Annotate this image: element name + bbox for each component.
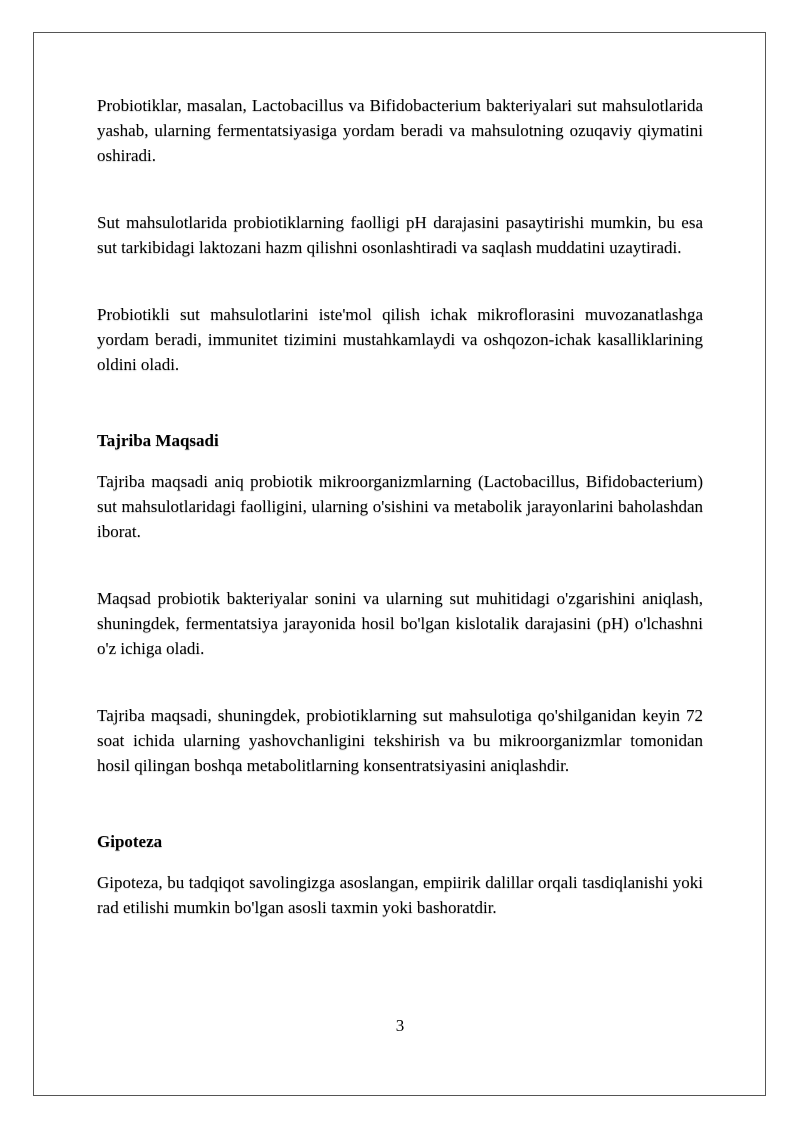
document-body [97,93,703,920]
intro-paragraph-1: Probiotiklar, masalan, Lactobacillus va Bifidobacterium bakteriyalari sut mahsulotlarida yashab, ularning fermentatsiyasiga yordam beradi va mahsulotning ozuqaviy qiymatini oshiradi. [97,96,703,165]
goal-paragraph-3: Tajriba maqsadi, shuningdek, probiotiklarning sut mahsulotiga qo'shilganidan keyin 72 soat ichida ularning yashovchanligini tekshirish va bu mikroorganizmlar tomonidan hosil qilingan boshqa metabolitlarning konsentratsiyasini aniqlashdir. [97,706,703,775]
goal-paragraph-1: Tajriba maqsadi aniq probiotik mikroorganizmlarning (Lactobacillus, Bifidobacterium) sut mahsulotlaridagi faolligini, ularning o'sishini va metabolik jarayonlarini baholashdan iborat. [97,472,703,541]
intro-paragraph-2: Sut mahsulotlarida probiotiklarning faolligi pH darajasini pasaytirishi mumkin, bu esa sut tarkibidagi laktozani hazm qilishni osonlashtiradi va saqlash muddatini uzaytiradi. [97,213,703,257]
goal-paragraph-2: Maqsad probiotik bakteriyalar sonini va ularning sut muhitidagi o'zgarishini aniqlash, shuningdek, fermentatsiya jarayonida hosil bo'lgan kislotalik darajasini (pH) o'lchashni o'z ichiga oladi. [97,589,703,658]
hypothesis-paragraph-1: Gipoteza, bu tadqiqot savolingizga asoslangan, empiirik dalillar orqali tasdiqlanishi yoki rad etilishi mumkin bo'lgan asosli taxmin yoki bashoratdir. [97,873,703,917]
section-heading-hypothesis: Gipoteza [97,832,163,851]
page-number: 3 [395,1016,405,1035]
section-heading-goal: Tajriba Maqsadi [97,431,219,450]
intro-paragraph-3: Probiotikli sut mahsulotlarini iste'mol qilish ichak mikroflorasini muvozanatlashga yordam beradi, immunitet tizimini mustahkamlaydi va oshqozon-ichak kasalliklarining oldini oladi. [97,305,703,374]
